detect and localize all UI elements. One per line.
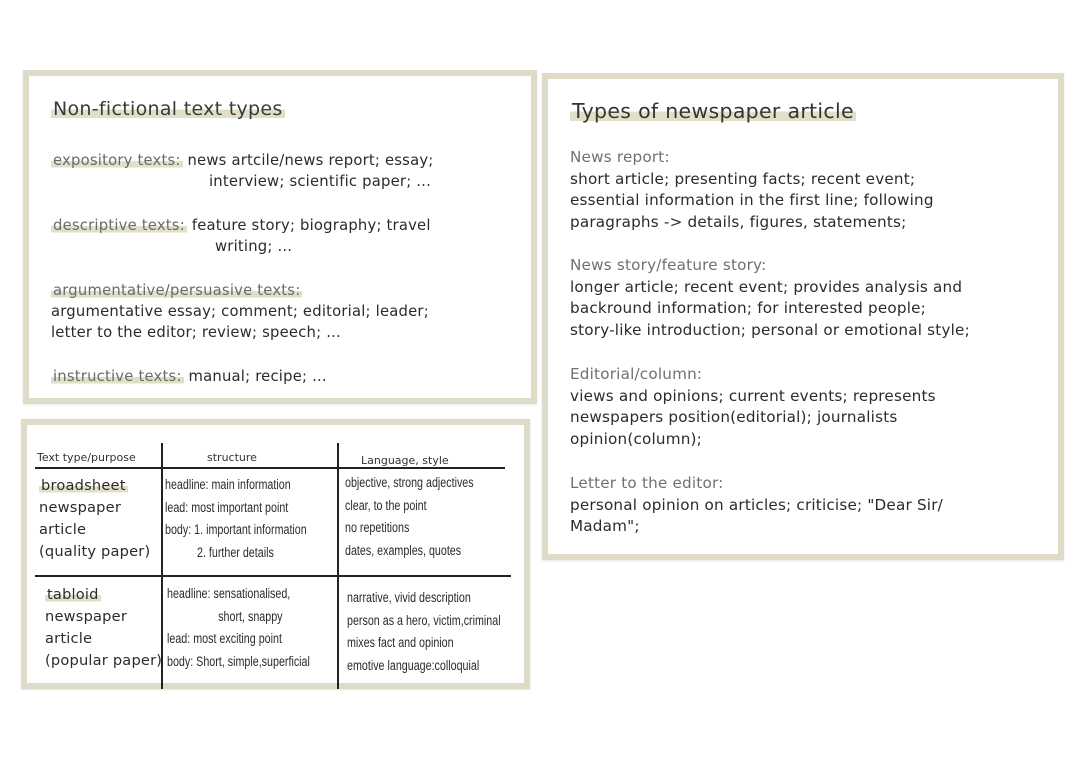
section-news-story: News story/feature story: longer article; recent event; provides analysis and backround information; for interested people; story-like introduction; personal or emotional style; [570,256,970,339]
header-type: Text type/purpose [37,451,136,464]
table-row-structure: headline: sensationalised, short, snappy lead: most exciting point body: Short, simple,superficial [167,586,310,669]
entry-instructive: instructive texts: manual; recipe; ... [53,368,327,385]
section-news-report: News report: short article; presenting facts; recent event; essential information in the first line; following paragraphs -> details, figures, statements; [570,148,934,231]
card-title: Types of newspaper article [572,99,854,123]
newspaper-article-types-card [542,73,1064,560]
card-title: Non-fictional text types [53,98,283,120]
table-row-structure: headline: main information lead: most important point body: 1. important information 2. further details [165,477,307,560]
table-divider [337,443,339,689]
section-editorial: Editorial/column: views and opinions; current events; represents newspapers position(editorial); journalists opinion(column); [570,365,936,448]
table-row-rule [35,575,511,577]
text-types-card [23,70,537,404]
comparison-table [27,425,524,683]
table-row-language: objective, strong adjectives clear, to the point no repetitions dates, examples, quotes [345,475,474,558]
table-row-language: narrative, vivid description person as a hero, victim,criminal mixes fact and opinion emotive language:colloquial [347,590,501,673]
entry-descriptive: descriptive texts: feature story; biography; travel writing; ... [53,217,431,255]
table-row-type: broadsheet newspaper article (quality paper) [39,477,151,560]
header-language: Language, style [361,454,449,467]
header-structure: structure [207,451,257,464]
section-letter-to-editor: Letter to the editor: personal opinion on articles; criticise; "Dear Sir/ Madam"; [570,474,943,535]
entry-argumentative: argumentative/persuasive texts: argumentative essay; comment; editorial; leader; letter to the editor; review; speech; ... [51,282,429,341]
comparison-table-card [21,419,530,689]
entry-expository: expository texts: news artcile/news report; essay; interview; scientific paper; ... [53,152,434,190]
table-header-rule [35,467,505,469]
table-row-type: tabloid newspaper article (popular paper) [45,586,163,669]
